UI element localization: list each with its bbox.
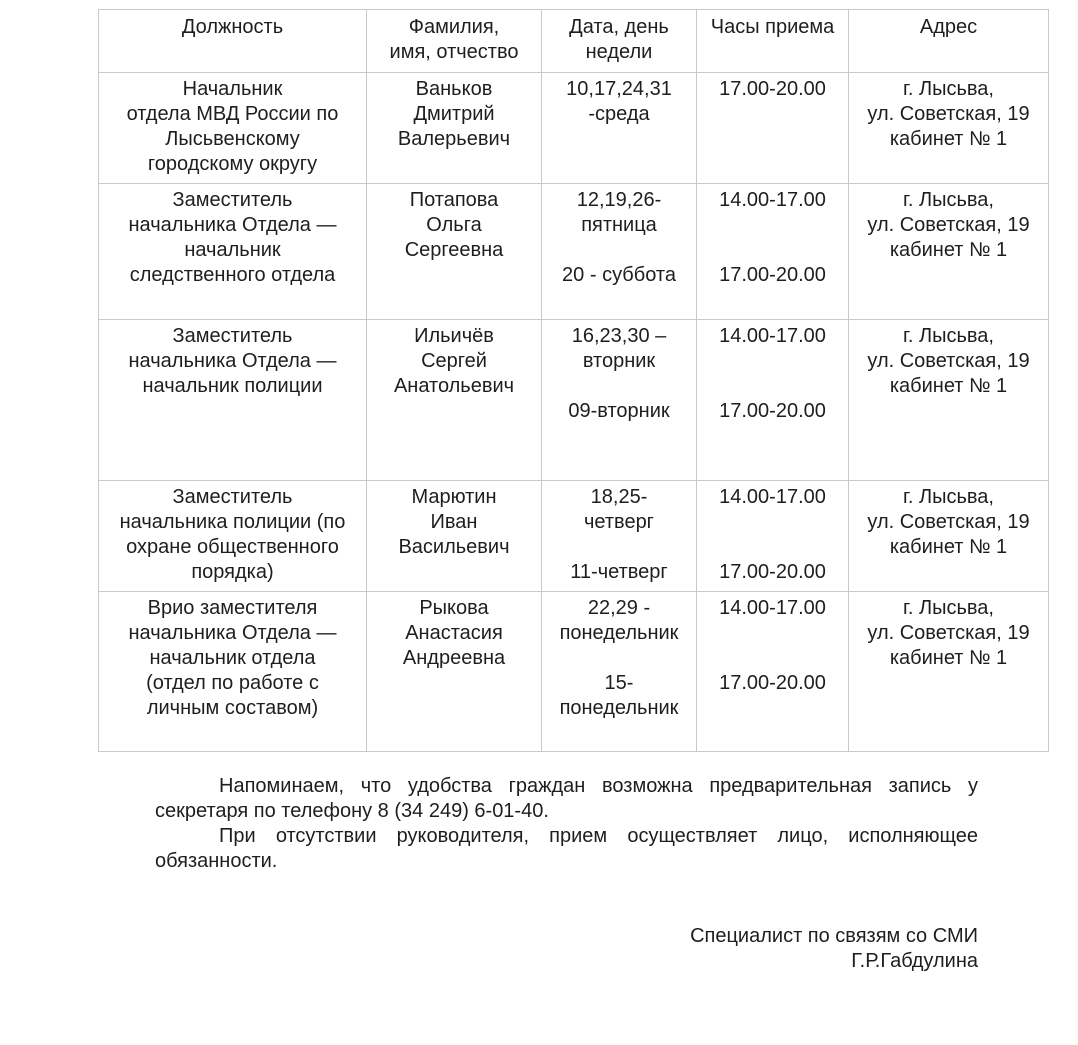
- header-position: Должность: [99, 10, 367, 73]
- table-header-row: [99, 10, 1049, 73]
- note-paragraph-appointment: Напоминаем, что удобства граждан возможна предварительная запись у секретаря по телефону 8 (34 249) 6-01-40.: [155, 775, 978, 822]
- table-row: [99, 481, 1049, 592]
- cell-name: Ваньков Дмитрий Валерьевич: [367, 73, 542, 184]
- cell-address: г. Лысьва, ул. Советская, 19 кабинет № 1: [849, 592, 1049, 752]
- signature-block: [690, 924, 978, 974]
- cell-name: Ильичёв Сергей Анатольевич: [367, 320, 542, 481]
- cell-position: Врио заместителя начальника Отдела — начальник отдела (отдел по работе с личным составом): [99, 592, 367, 752]
- table-row: [99, 320, 1049, 481]
- cell-position: Начальник отдела МВД России по Лысьвенскому городскому округу: [99, 73, 367, 184]
- cell-hours: 14.00-17.00 17.00-20.00: [697, 184, 849, 320]
- cell-name: Марютин Иван Васильевич: [367, 481, 542, 592]
- cell-position: Заместитель начальника Отдела — начальник полиции: [99, 320, 367, 481]
- header-name: Фамилия, имя, отчество: [367, 10, 542, 73]
- header-date: Дата, день недели: [542, 10, 697, 73]
- cell-date: 16,23,30 – вторник 09-вторник: [542, 320, 697, 481]
- cell-address: г. Лысьва, ул. Советская, 19 кабинет № 1: [849, 320, 1049, 481]
- cell-address: г. Лысьва, ул. Советская, 19 кабинет № 1: [849, 184, 1049, 320]
- cell-hours: 14.00-17.00 17.00-20.00: [697, 592, 849, 752]
- signature-name: Г.Р.Габдулина: [851, 950, 978, 972]
- cell-position: Заместитель начальника Отдела — начальник следственного отдела: [99, 184, 367, 320]
- cell-date: 18,25- четверг 11-четверг: [542, 481, 697, 592]
- cell-address: г. Лысьва, ул. Советская, 19 кабинет № 1: [849, 73, 1049, 184]
- header-hours: Часы приема: [697, 10, 849, 73]
- cell-hours: 17.00-20.00: [697, 73, 849, 184]
- cell-address: г. Лысьва, ул. Советская, 19 кабинет № 1: [849, 481, 1049, 592]
- table-row: [99, 73, 1049, 184]
- cell-date: 12,19,26- пятница 20 - суббота: [542, 184, 697, 320]
- cell-name: Рыкова Анастасия Андреевна: [367, 592, 542, 752]
- table-row: [99, 592, 1049, 752]
- note-paragraph-substitute: При отсутствии руководителя, прием осуществляет лицо, исполняющее обязанности.: [155, 825, 978, 872]
- reception-schedule-table: [98, 9, 1049, 752]
- cell-hours: 14.00-17.00 17.00-20.00: [697, 320, 849, 481]
- notes-section: [155, 774, 978, 874]
- cell-date: 22,29 - понедельник 15- понедельник: [542, 592, 697, 752]
- table-row: [99, 184, 1049, 320]
- cell-hours: 14.00-17.00 17.00-20.00: [697, 481, 849, 592]
- cell-date: 10,17,24,31 -среда: [542, 73, 697, 184]
- cell-name: Потапова Ольга Сергеевна: [367, 184, 542, 320]
- header-address: Адрес: [849, 10, 1049, 73]
- signature-role: Специалист по связям со СМИ: [690, 925, 978, 947]
- cell-position: Заместитель начальника полиции (по охране общественного порядка): [99, 481, 367, 592]
